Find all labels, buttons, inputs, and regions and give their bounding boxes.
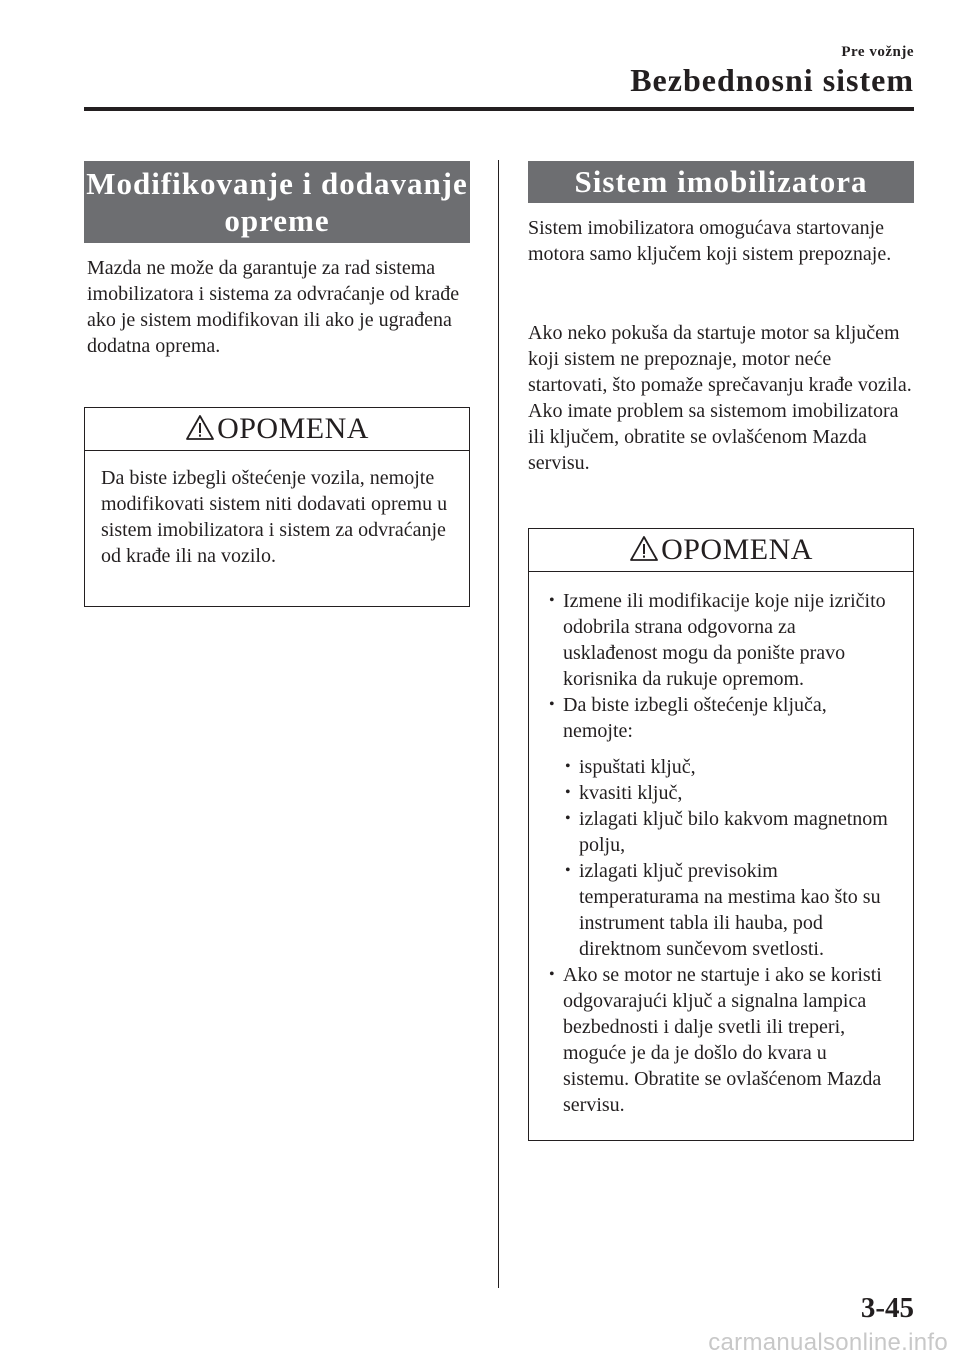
list-item-text: Ako se motor ne startuje i ako se koristi odgovarajući ključ a signalna lampica bezbednosti i dalje svetli ili treperi, moguće je da je došlo do kvara u sistemu. Obratite se ovlašćenom Mazda servisu. <box>563 964 882 1116</box>
left-warning-title: OPOMENA <box>217 412 369 445</box>
section-title: Bezbednosni sistem <box>630 62 914 98</box>
bullet: • <box>565 810 571 827</box>
warning-list <box>529 572 913 1118</box>
list-item-text: Izmene ili modifikacije koje nije izričito odobrila strana odgovorna za usklađenost mogu da ponište pravo korisnika da rukuje opremom. <box>563 590 886 690</box>
left-section-heading: Modifikovanje i dodavanje opreme <box>84 161 470 243</box>
header-rule <box>84 107 914 111</box>
sub-list-item-text: ispuštati ključ, <box>579 756 696 778</box>
sub-list-item <box>565 754 895 780</box>
right-paragraph-1: Sistem imobilizatora omogućava startovanje motora samo ključem koji sistem prepoznaje. <box>528 217 892 265</box>
left-warning-header <box>85 408 469 451</box>
bullet: • <box>565 862 571 879</box>
right-section-heading: Sistem imobilizatora <box>528 161 914 203</box>
left-paragraph: Mazda ne može da garantuje za rad sistema imobilizatora i sistema za odvraćanje od krađe ako je sistem modifikovan ili ako je ugrađena dodatna oprema. <box>87 257 460 357</box>
sub-list-item-text: kvasiti ključ, <box>579 782 683 804</box>
bullet: • <box>549 696 555 713</box>
bullet: • <box>549 592 555 609</box>
bullet: • <box>549 966 555 983</box>
page-number: 3-45 <box>860 1292 914 1324</box>
chapter-label: Pre vožnje <box>841 44 914 60</box>
list-item <box>549 962 895 1118</box>
bullet: • <box>565 784 571 801</box>
watermark: carmanualsonline.info <box>708 1329 948 1356</box>
warning-triangle-icon <box>185 414 215 441</box>
sub-list-item <box>565 780 895 806</box>
sub-list-item-text: izlagati ključ previsokim temperaturama na mestima kao što su instrument tabla ili hauba, pod direktnom sunčevom svetlosti. <box>579 860 881 960</box>
sub-list <box>563 754 895 962</box>
sub-list-item <box>565 806 895 858</box>
left-warning-text: Da biste izbegli oštećenje vozila, nemojte modifikovati sistem niti dodavati opremu u sistem imobilizatora i sistem za odvraćanje od krađe ili na vozilo. <box>101 467 448 567</box>
warning-triangle-icon <box>629 535 659 562</box>
right-warning-title: OPOMENA <box>661 533 813 566</box>
list-item <box>549 692 895 962</box>
right-warning-box <box>528 528 914 1141</box>
bullet: • <box>565 758 571 775</box>
right-paragraph-2: Ako neko pokuša da startuje motor sa ključem koji sistem ne prepoznaje, motor neće startovati, što pomaže sprečavanju krađe vozila. Ako imate problem sa sistemom imobilizatora ili ključem, obratite se ovlašćenom Mazda servisu. <box>528 322 912 474</box>
list-item-text: Da biste izbegli oštećenje ključa, nemojte: <box>563 694 827 742</box>
sub-list-item-text: izlagati ključ bilo kakvom magnetnom polju, <box>579 808 888 856</box>
column-divider <box>498 160 499 1288</box>
sub-list-item <box>565 858 895 962</box>
left-warning-box <box>84 407 470 607</box>
right-warning-header <box>529 529 913 572</box>
list-item <box>549 588 895 692</box>
